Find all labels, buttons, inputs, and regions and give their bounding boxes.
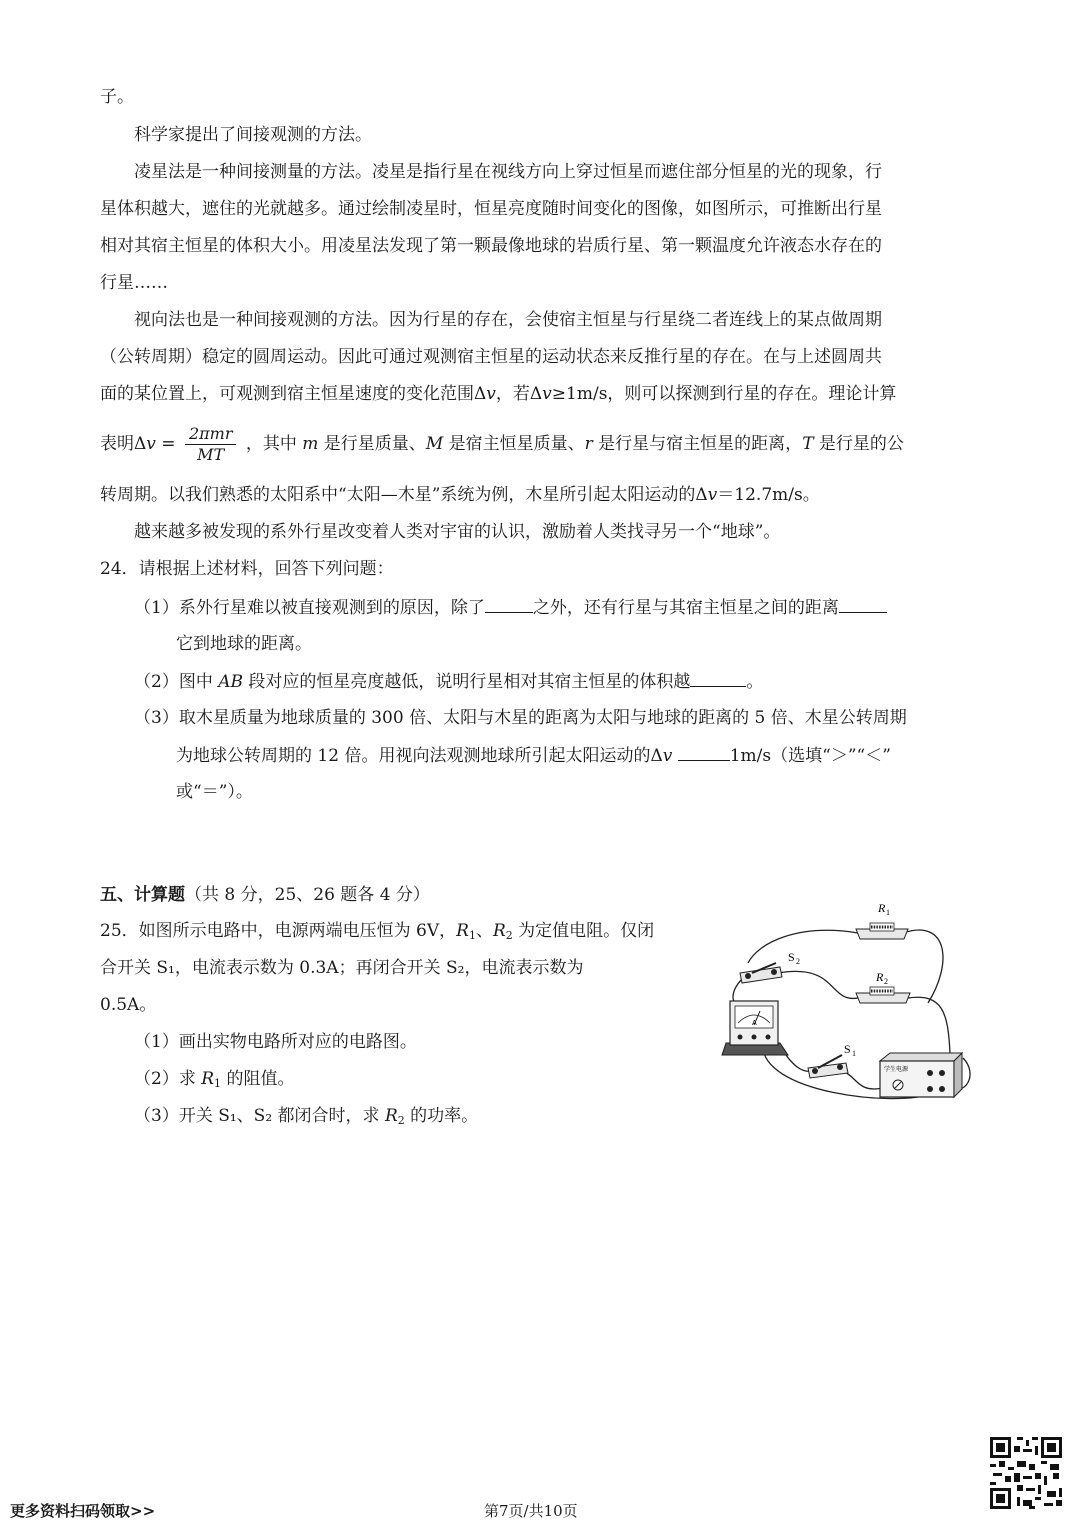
footer-promo-text: 更多资料扫码领取>> (10, 1502, 156, 1520)
answer-blank[interactable] (839, 596, 887, 613)
wire (748, 930, 858, 963)
fraction: $\frac{\text{2πmr}}{MT}$ (185, 424, 237, 465)
question-24-part1: （1）系外行星难以被直接观测到的原因，除了 之外，还有行星与其宿主恒星之间的距离 (134, 596, 887, 619)
text-line: 转周期。以我们熟悉的太阳系中“太阳—木星”系统为例，木星所引起太阳运动的Δv＝12.7m/s。 (100, 485, 820, 505)
svg-text:2: 2 (796, 957, 800, 966)
answer-blank[interactable] (690, 670, 746, 687)
text-line: 越来越多被发现的系外行星改变着人类对宇宙的认识，激励着人类找寻另一个“地球”。 (134, 522, 781, 542)
question-25-part1: （1）画出实物电路所对应的电路图。 (134, 1032, 417, 1052)
text-line: 面的某位置上，可观测到宿主恒星速度的变化范围Δv，若Δv≥1m/s，则可以探测到行星的存在。理论计算 (100, 384, 897, 404)
question-24-title: 24．请根据上述材料，回答下列问题： (100, 559, 394, 579)
svg-text:S: S (844, 1042, 851, 1056)
question-25-line: 25．如图所示电路中，电源两端电压恒为 6V，$R_1$、$R_2$ 为定值电阻。仅闭 (100, 921, 655, 942)
svg-text:1: 1 (886, 908, 890, 917)
svg-text:学生电源: 学生电源 (884, 1066, 909, 1073)
resistor-r2 (856, 970, 910, 1003)
formula-line: 表明Δv = $\frac{\text{2πmr}}{MT}$ ，其中 m 是行星质量、M 是宿主恒星质量、r 是行星与宿主恒星的距离，T 是行星的公 (100, 424, 904, 464)
question-25-line: 合开关 S₁，电流表示数为 0.3A；再闭合开关 S₂，电流表示数为 (100, 958, 584, 978)
svg-text:R: R (878, 901, 886, 915)
question-24-part3-end: 或“＝”）。 (176, 782, 253, 802)
question-24-part2: （2）图中 AB 段对应的恒星亮度越低，说明行星相对其宿主恒星的体积越 。 (134, 672, 764, 692)
switch-s2 (740, 950, 800, 983)
power-supply (880, 1053, 962, 1097)
text-line: 星体积越大，遮住的光就越多。通过绘制凌星时，恒星亮度随时间变化的图像，如图所示，可推断出行星 (100, 199, 882, 219)
svg-text:A: A (752, 1020, 757, 1027)
text-line: 视向法也是一种间接观测的方法。因为行星的存在，会使宿主恒星与行星绕二者连线上的某点做周期 (134, 310, 882, 330)
text-line: 子。 (100, 87, 134, 107)
switch-s1 (808, 1042, 856, 1078)
section-heading: 五、计算题（共 8 分，25、26 题各 4 分） (100, 885, 430, 905)
question-24-part3: （3）取木星质量为地球质量的 300 倍、太阳与木星的距离为太阳与地球的距离的 5 倍、木星公转周期 (134, 708, 907, 728)
text-line: 科学家提出了间接观测的方法。 (134, 125, 372, 145)
text-line: （公转周期）稳定的圆周运动。因此可通过观测宿主恒星的运动状态来反推行星的存在。在与上述圆周共 (100, 347, 882, 367)
text-line: 相对其宿主恒星的体积大小。用凌星法发现了第一颗最像地球的岩质行星、第一颗温度允许液态水存在的 (100, 236, 882, 256)
svg-text:R: R (876, 970, 884, 984)
question-25-part2: （2）求 $R_1$ 的阻值。 (134, 1069, 295, 1090)
text-line: 行星…… (100, 273, 168, 293)
wire (903, 930, 943, 1003)
question-24-part3-cont: 为地球公转周期的 12 倍。用视向法观测地球所引起太阳运动的Δv 1m/s（选填“＞”“＜” (176, 746, 891, 766)
wire (778, 971, 858, 998)
svg-text:1: 1 (852, 1049, 856, 1058)
svg-text:2: 2 (884, 977, 888, 986)
svg-text:S: S (788, 950, 795, 964)
ammeter (722, 1001, 788, 1055)
circuit-figure (718, 893, 988, 1113)
page-number: 第7页/共10页 (484, 1502, 578, 1520)
qr-code[interactable] (987, 1434, 1065, 1512)
question-24-part1-cont: 它到地球的距离。 (176, 634, 312, 654)
question-25-line: 0.5A。 (100, 995, 157, 1015)
wire (843, 1071, 883, 1089)
answer-blank[interactable] (485, 596, 533, 613)
text-line: 凌星法是一种间接测量的方法。凌星是指行星在视线方向上穿过恒星而遮住部分恒星的光的现象，行 (134, 162, 882, 182)
answer-blank[interactable] (678, 744, 730, 761)
wire (908, 997, 950, 1053)
resistor-r1 (856, 901, 908, 939)
question-25-part3: （3）开关 S₁、S₂ 都闭合时，求 $R_2$ 的功率。 (134, 1106, 479, 1127)
